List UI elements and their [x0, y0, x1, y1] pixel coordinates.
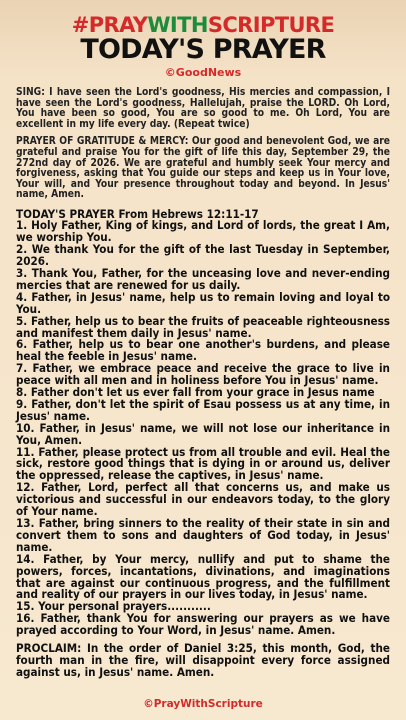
footer-credit: ©PrayWithScripture: [143, 698, 263, 710]
prayer-item: 9. Father, don't let the spirit of Esau possess us at any time, in Jesus' name.: [16, 396, 390, 423]
hashtag-title: [0, 14, 406, 36]
prayer-item: 3. Thank You, Father, for the unceasing love and never-ending mercies that are renewed for us daily.: [16, 265, 390, 292]
prayer-item: 12. Father, Lord, perfect all that concerns us, and make us victorious and successful in our endeavors today, to the glory of Your name.: [16, 480, 390, 519]
prayer-item: 16. Father, thank You for answering our prayers as we have prayed according to Your Word, in Jesus' name. Amen.: [16, 611, 390, 638]
prayer-item: 8. Father don't let us ever fall from your grace in Jesus name: [16, 385, 375, 400]
prayer-item: 14. Father, by Your mercy, nullify and put to shame the powers, forces, incantations, divinations, and imaginations that are against our continuous progress, and the fulfillment and reality of our prayers in our lives today, in Jesus' name.: [16, 551, 390, 602]
prayer-content: [0, 80, 406, 679]
prayer-item: 5. Father, help us to bear the fruits of peaceable righteousness and manifest them daily in Jesus' name.: [16, 313, 390, 340]
hashtag-scripture: SCRIPTURE: [207, 13, 335, 37]
prayer-item: 1. Holy Father, King of kings, and Lord of lords, the great I Am, we worship You.: [16, 218, 390, 245]
gratitude-paragraph: PRAYER OF GRATITUDE & MERCY: Our good and benevolent God, we are grateful and praise You for the gift of life this day, September 29, the 272nd day of 2026. We are grateful and humbly seek Your mercy and forgiveness, asking that You guide our steps and keep us in Your love, Your will, and Your presence throughout today and beyond. In Jesus' name, Amen.: [16, 136, 390, 201]
page-title: TODAY'S PRAYER: [80, 34, 326, 65]
prayer-item: 11. Father, please protect us from all trouble and evil. Heal the sick, restore good things that is dying in or around us, deliver the oppressed, release the captives, in Jesus' name.: [16, 444, 390, 483]
prayer-item: 13. Father, bring sinners to the reality of their state in sin and convert them to sons and daughters of God today, in Jesus' name.: [16, 516, 390, 554]
hashtag-with: WITH: [147, 13, 208, 37]
header: [0, 0, 406, 80]
prayer-item: 7. Father, we embrace peace and receive the grace to live in peace with all men and in holiness before You in Jesus' name.: [16, 361, 390, 388]
prayer-item: 15. Your personal prayers...........: [16, 599, 211, 614]
hashtag-pray: PRAY: [88, 13, 148, 37]
sing-paragraph: SING: I have seen the Lord's goodness, His mercies and compassion, I have seen the Lord's goodness, Hallelujah, praise the LORD. Oh Lord, You have been so good, You are so good to me. Oh Lord, You are excellent in my life every day. (Repeat twice): [16, 87, 390, 130]
proclaim-paragraph: PROCLAIM: In the order of Daniel 3:25, this month, God, the fourth man in the fire, will disappoint every force assigned against us, in Jesus' name. Amen.: [16, 641, 390, 679]
prayer-item: 6. Father, help us to bear one another's burdens, and please heal the feeble in Jesus' name.: [16, 337, 390, 364]
prayer-item: 2. We thank You for the gift of the last Tuesday in September, 2026.: [16, 242, 390, 269]
prayer-item: 4. Father, in Jesus' name, help us to remain loving and loyal to You.: [16, 289, 390, 316]
prayer-list: [16, 220, 390, 637]
prayer-item: 10. Father, in Jesus' name, we will not lose our inheritance in You, Amen.: [16, 420, 390, 447]
prayer-heading: TODAY'S PRAYER From Hebrews 12:11-17: [16, 206, 259, 221]
brand-credit: ©GoodNews: [164, 66, 242, 79]
hashtag-symbol: #: [71, 13, 89, 37]
